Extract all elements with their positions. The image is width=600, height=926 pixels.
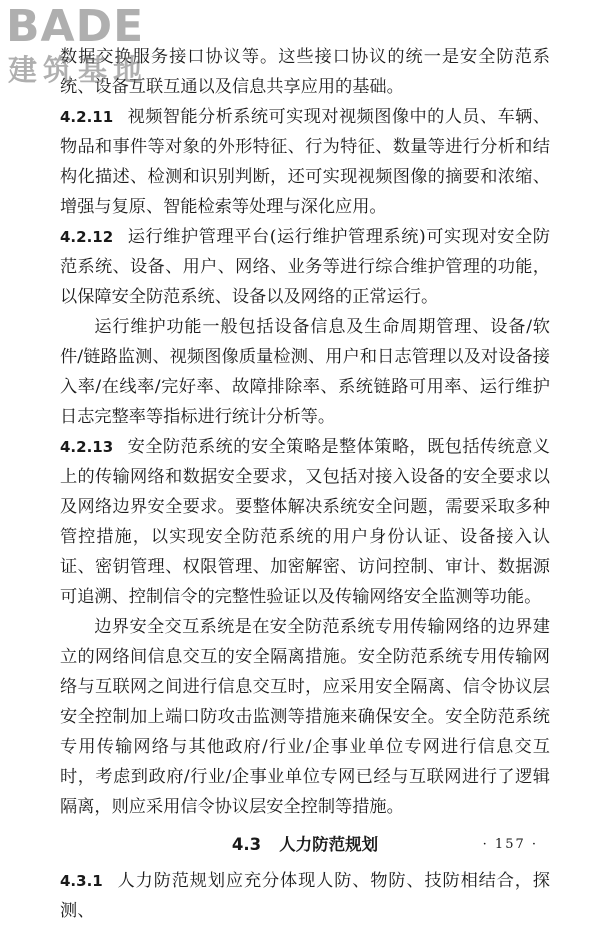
clause-number: 4.3.1 (60, 872, 103, 890)
clause-number: 4.2.13 (60, 438, 114, 456)
clause-4-3-1 (60, 866, 550, 926)
clause-number: 4.2.12 (60, 228, 114, 246)
paragraph-continuation (60, 42, 550, 102)
section-number: 4.3 (231, 835, 262, 854)
paragraph-text: 视频智能分析系统可实现对视频图像中的人员、车辆、物品和事件等对象的外形特征、行为特征、数量等进行分析和结构化描述、检测和识别判断，还可实现视频图像的摘要和浓缩、增强与复原、智能检索等处理与深化应用。 (60, 107, 550, 217)
section-heading (60, 830, 550, 860)
paragraph-boundary-security (60, 612, 550, 822)
clause-4-2-12 (60, 222, 550, 312)
paragraph-text: 运行维护管理平台(运行维护管理系统)可实现对安全防范系统、设备、用户、网络、业务等进行综合维护管理的功能，以保障安全防范系统、设备以及网络的正常运行。 (60, 227, 550, 307)
clause-4-2-11 (60, 102, 550, 222)
paragraph-text: 边界安全交互系统是在安全防范系统专用传输网络的边界建立的网络间信息交互的安全隔离措施。安全防范系统专用传输网络与互联网之间进行信息交互时，应采用安全隔离、信令协议层安全控制加上端口防攻击监测等措施来确保安全。安全防范系统专用传输网络与其他政府/行业/企事业单位专网进行信息交互时，考虑到政府/行业/企事业单位专网已经与互联网进行了逻辑隔离，则应采用信令协议层安全控制等措施。 (60, 617, 550, 817)
paragraph-operation-maintenance (60, 312, 550, 432)
paragraph-text: 数据交换服务接口协议等。这些接口协议的统一是安全防范系统、设备互联互通以及信息共享应用的基础。 (60, 47, 550, 97)
paragraph-text: 人力防范规划应充分体现人防、物防、技防相结合，探测、 (60, 871, 550, 921)
clause-4-2-13 (60, 432, 550, 612)
paragraph-text: 安全防范系统的安全策略是整体策略，既包括传统意义上的传输网络和数据安全要求，又包括对接入设备的安全要求以及网络边界安全要求。要整体解决系统安全问题，需要采取多种管控措施，以实现安全防范系统的用户身份认证、设备接入认证、密钥管理、权限管理、加密解密、访问控制、审计、数据源可追溯、控制信令的完整性验证以及传输网络安全监测等功能。 (60, 437, 550, 607)
watermark-brand-cn: 建筑基地 (8, 53, 149, 87)
section-title: 人力防范规划 (279, 835, 379, 854)
watermark-brand-latin: BADE (6, 1, 145, 52)
page-body (60, 42, 550, 926)
page-number: · 157 · (482, 837, 538, 852)
clause-number: 4.2.11 (60, 108, 114, 126)
paragraph-text: 运行维护功能一般包括设备信息及生命周期管理、设备/软件/链路监测、视频图像质量检测、用户和日志管理以及对设备接入率/在线率/完好率、故障排除率、系统链路可用率、运行维护日志完整率等指标进行统计分析等。 (60, 317, 550, 427)
